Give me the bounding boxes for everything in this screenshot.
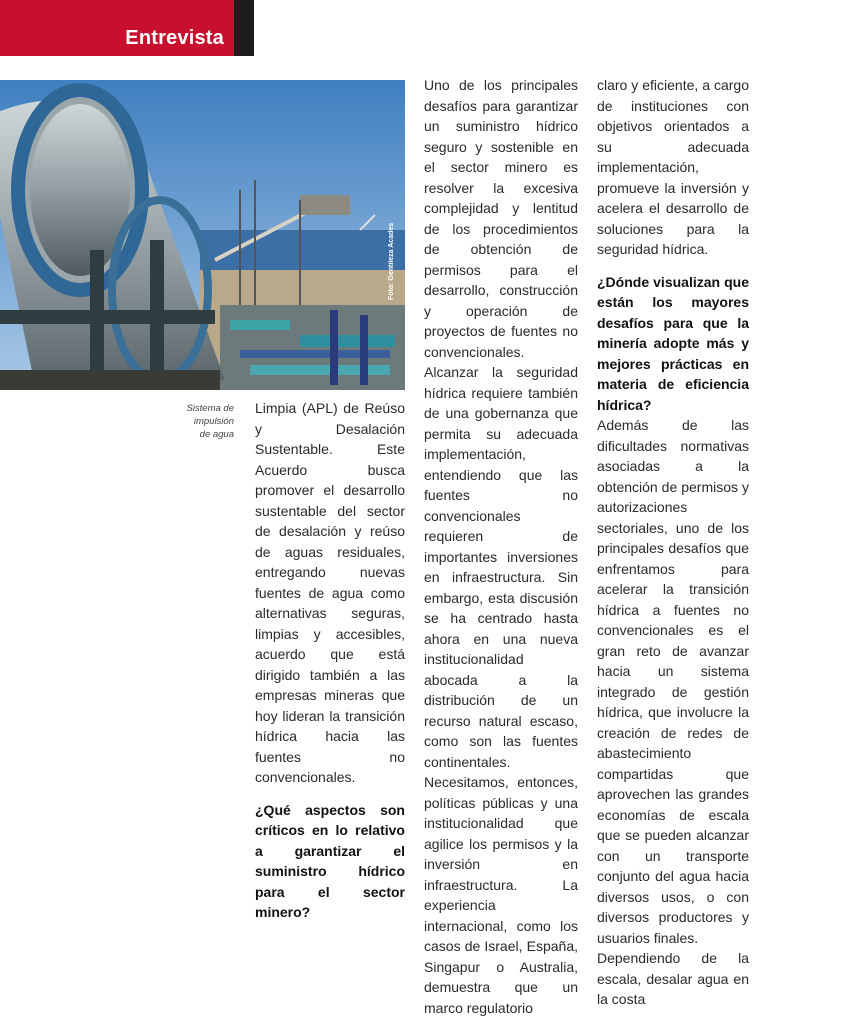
- text-column-1: [255, 398, 405, 923]
- paragraph: Dependiendo de la escala, desalar agua en la costa: [597, 950, 749, 1007]
- interview-question: ¿Dónde visualizan que están los mayores desafíos para que la minería adopte más y mejores prácticas en materia de eficiencia hídrica?: [597, 273, 749, 413]
- paragraph: Necesitamos, entonces, políticas públicas y una institucionalidad que agilice los permisos y la inversión en infraestructura. La experiencia internacional, como los casos de Israel, España, Singapur o Australia, demuestra que un marco regulatorio: [424, 774, 578, 1016]
- section-tag-accent: [234, 0, 254, 56]
- article-photo: [0, 80, 405, 390]
- paragraph: Alcanzar la seguridad hídrica requiere también de una gobernanza que permita su adecuada implementación, entendiendo que las fuentes no convencionales requieren de importantes inversiones en infraestructura. Sin embargo, esta discusión se ha centrado hasta ahora en una nueva institucionalidad abocada a la distribución de un recurso natural escaso, como son las fuentes continentales.: [424, 364, 578, 770]
- paragraph: claro y eficiente, a cargo de instituciones con objetivos orientados a su adecuada implementación, promueve la inversión y acelera el desarrollo de soluciones para la seguridad hídrica.: [597, 77, 749, 257]
- text-column-2: [424, 75, 578, 1018]
- photo-caption: [150, 402, 234, 441]
- paragraph: Limpia (APL) de Reúso y Desalación Sustentable. Este Acuerdo busca promover el desarrollo sustentable del sector de desalación y reúso de aguas residuales, entregando nuevas fuentes de agua como alternativas seguras, limpias y accesibles, acuerdo que está dirigido también a las empresas mineras que hoy lideran la transición hídrica hacia las fuentes no convencionales.: [255, 400, 405, 785]
- photo-credit: Foto: Gentileza Acades: [388, 222, 395, 300]
- caption-line: Sistema de impulsión: [186, 403, 234, 427]
- section-title: Entrevista: [125, 27, 224, 49]
- interview-question: ¿Qué aspectos son críticos en lo relativo a garantizar el suministro hídrico para el sector minero?: [255, 801, 405, 920]
- caption-line: de agua: [199, 429, 234, 440]
- section-tag: [0, 0, 234, 56]
- text-column-3: [597, 75, 749, 1010]
- paragraph: Uno de los principales desafíos para garantizar un suministro hídrico seguro y sostenible en el sector minero es resolver la excesiva complejidad y lentitud de los procedimientos de obtención de permisos para el desarrollo, construcción y operación de proyectos de fuentes no convencionales.: [424, 77, 578, 360]
- water-pipeline-photo: [0, 80, 405, 390]
- paragraph: Además de las dificultades normativas asociadas a la obtención de permisos y autorizaciones sectoriales, uno de los principales desafíos que enfrentamos para acelerar la transición hídrica a fuentes no convencionales es el gran reto de avanzar hacia un sistema integrado de gestión hídrica, que involucre la creación de redes de abastecimiento compartidas que aprovechen las grandes economías de escala que se pueden alcanzar con un transporte conjunto del agua hacia diversos usos, o con diversos productores y usuarios finales.: [597, 417, 749, 946]
